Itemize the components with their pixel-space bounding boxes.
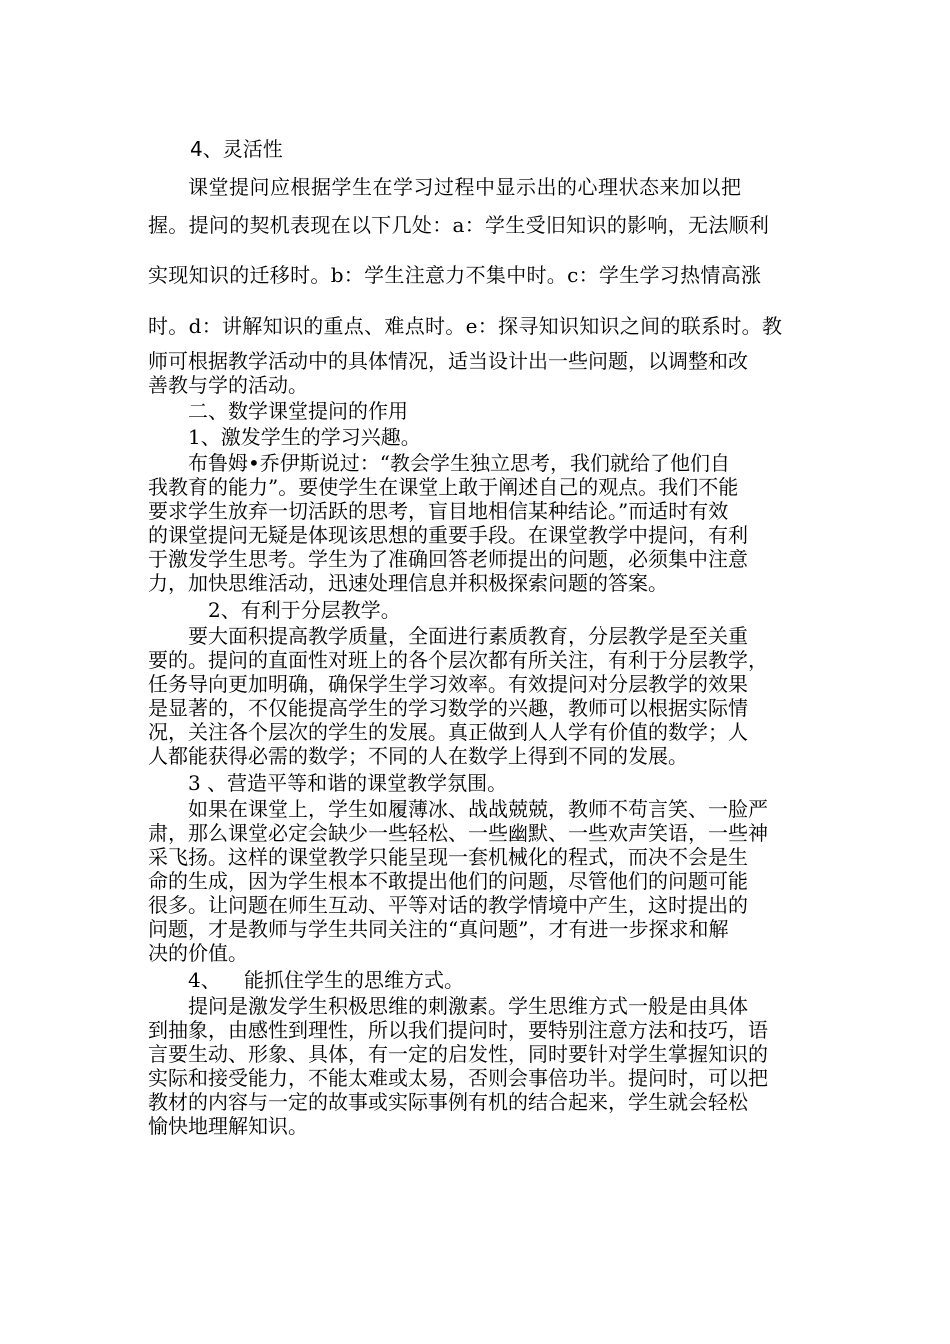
paragraph-line: 况，关注各个层次的学生的发展。真正做到人人学有价值的数学；人: [148, 720, 748, 744]
paragraph-line: 实现知识的迁移时。b：学生注意力不集中时。c：学生学习热情高涨: [148, 263, 762, 287]
paragraph-line: 人都能获得必需的数学；不同的人在数学上得到不同的发展。: [148, 744, 688, 768]
paragraph-line: 于激发学生思考。学生为了准确回答老师提出的问题，必须集中注意: [148, 547, 748, 571]
paragraph-line: 提问是激发学生积极思维的刺激素。学生思维方式一般是由具体: [188, 994, 748, 1018]
paragraph-line: 教材的内容与一定的故事或实际事例有机的结合起来，学生就会轻松: [148, 1090, 748, 1114]
paragraph-line: 采飞扬。这样的课堂教学只能呈现一套机械化的程式，而决不会是生: [148, 845, 748, 869]
subheading-4: 能抓住学生的思维方式。: [244, 968, 464, 992]
paragraph-line: 善教与学的活动。: [148, 373, 308, 397]
subheading-1: 1、激发学生的学习兴趣。: [188, 425, 421, 449]
paragraph-line: 握。提问的契机表现在以下几处：a：学生受旧知识的影响，无法顺利: [148, 213, 770, 237]
section-heading-roles: 二、数学课堂提问的作用: [188, 399, 408, 423]
paragraph-line: 问题，才是教师与学生共同关注的“真问题”，才有进一步探求和解: [148, 917, 729, 941]
paragraph-line: 命的生成，因为学生根本不敢提出他们的问题，尽管他们的问题可能: [148, 869, 748, 893]
paragraph-line: 时。d：讲解知识的重点、难点时。e：探寻知识知识之间的联系时。教: [148, 314, 783, 338]
subheading-4-number: 4、: [188, 968, 221, 992]
paragraph-line: 师可根据教学活动中的具体情况，适当设计出一些问题，以调整和改: [148, 349, 748, 373]
paragraph-line: 到抽象，由感性到理性，所以我们提问时，要特别注意方法和技巧，语: [148, 1018, 768, 1042]
paragraph-line: 的课堂提问无疑是体现该思想的重要手段。在课堂教学中提问，有利: [148, 523, 748, 547]
paragraph-line: 要的。提问的直面性对班上的各个层次都有所关注，有利于分层教学，: [148, 648, 768, 672]
paragraph-line: 任务导向更加明确，确保学生学习效率。有效提问对分层教学的效果: [148, 672, 748, 696]
subheading-2: 2、有利于分层教学。: [208, 598, 401, 622]
paragraph-line: 如果在课堂上，学生如履薄冰、战战兢兢，教师不苟言笑、一脸严: [188, 797, 768, 821]
paragraph-line: 决的价值。: [148, 941, 248, 965]
paragraph-line: 要求学生放弃一切活跃的思考，盲目地相信某种结论。”而适时有效: [148, 499, 729, 523]
paragraph-line: 课堂提问应根据学生在学习过程中显示出的心理状态来加以把: [188, 175, 742, 199]
paragraph-line: 力，加快思维活动，迅速处理信息并积极探索问题的答案。: [148, 571, 668, 595]
paragraph-line: 布鲁姆•乔伊斯说过：“教会学生独立思考，我们就给了他们自: [188, 451, 731, 475]
paragraph-line: 我教育的能力”。要使学生在课堂上敢于阐述自己的观点。我们不能: [148, 475, 739, 499]
paragraph-line: 要大面积提高教学质量，全面进行素质教育，分层教学是至关重: [188, 624, 748, 648]
subheading-3: 3 、营造平等和谐的课堂教学氛围。: [188, 771, 508, 795]
paragraph-line: 愉快地理解知识。: [148, 1114, 308, 1138]
paragraph-line: 是显著的，不仅能提高学生的学习数学的兴趣，教师可以根据实际情: [148, 696, 748, 720]
paragraph-line: 实际和接受能力，不能太难或太易，否则会事倍功半。提问时，可以把: [148, 1066, 768, 1090]
paragraph-line: 言要生动、形象、具体，有一定的启发性，同时要针对学生掌握知识的: [148, 1042, 768, 1066]
paragraph-line: 很多。让问题在师生互动、平等对话的教学情境中产生，这时提出的: [148, 893, 748, 917]
section-heading-flexibility: 4、灵活性: [190, 137, 283, 161]
paragraph-line: 肃，那么课堂必定会缺少一些轻松、一些幽默、一些欢声笑语，一些神: [148, 821, 768, 845]
